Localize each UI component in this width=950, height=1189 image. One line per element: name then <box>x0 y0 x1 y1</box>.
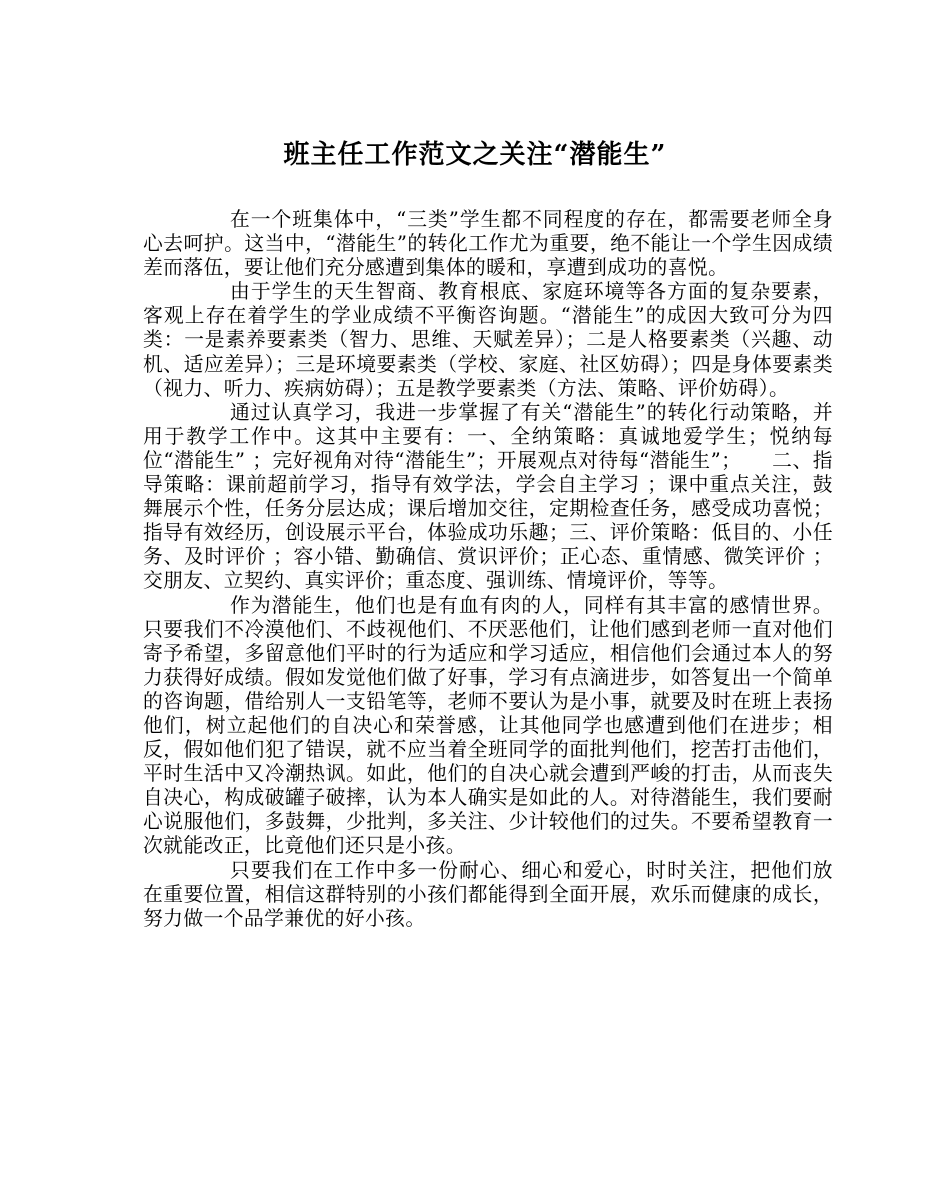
paragraph-1: 在一个班集体中，“三类”学生都不同程度的存在，都需要老师全身心去呵护。这当中，“潜能生”的转化工作尤为重要，绝不能让一个学生因成绩差而落伍，要让他们充分感遭到集体的暖和，享遭到成功的喜悦。 <box>143 208 833 280</box>
paragraph-2: 由于学生的天生智商、教育根底、家庭环境等各方面的复杂要素，客观上存在着学生的学业成绩不平衡咨询题。“潜能生”的成因大致可分为四类：一是素养要素类（智力、思维、天赋差异）；二是人格要素类（兴趣、动机、适应差异）；三是环境要素类（学校、家庭、社区妨碍）；四是身体要素类（视力、听力、疾病妨碍）；五是教学要素类（方法、策略、评价妨碍）。 <box>143 280 833 400</box>
paragraph-5: 只要我们在工作中多一份耐心、细心和爱心，时时关注，把他们放在重要位置，相信这群特别的小孩们都能得到全面开展，欢乐而健康的成长，努力做一个品学兼优的好小孩。 <box>143 858 833 930</box>
paragraph-3: 通过认真学习，我进一步掌握了有关“潜能生”的转化行动策略，并用于教学工作中。这其中主要有：一、全纳策略：真诚地爱学生；悦纳每位“潜能生” ；完好视角对待“潜能生”；开展观点对待每“潜能生”； 二、指导策略：课前超前学习，指导有效学法，学会自主学习 ；课中重点关注，鼓舞展示个性，任务分层达成；课后增加交往，定期检查任务，感受成功喜悦；指导有效经历，创设展示平台，体验成功乐趣；三、评价策略：低目的、小任务、及时评价 ；容小错、勤确信、赏识评价；正心态、重情感、微笑评价 ；交朋友、立契约、真实评价；重态度、强训练、情境评价，等等。 <box>143 400 833 593</box>
document-title: 班主任工作范文之关注“潜能生” <box>283 140 667 170</box>
paragraph-4: 作为潜能生，他们也是有血有肉的人，同样有其丰富的感情世界。只要我们不冷漠他们、不歧视他们、不厌恶他们，让他们感到老师一直对他们寄予希望，多留意他们平时的行为适应和学习适应，相信他们会通过本人的努力获得好成绩。假如发觉他们做了好事，学习有点滴进步，如答复出一个简单的咨询题，借给别人一支铅笔等，老师不要认为是小事，就要及时在班上表扬他们，树立起他们的自决心和荣誉感，让其他同学也感遭到他们在进步；相反，假如他们犯了错误，就不应当着全班同学的面批判他们，挖苦打击他们，平时生活中又冷潮热讽。如此，他们的自决心就会遭到严峻的打击，从而丧失自决心，构成破罐子破摔，认为本人确实是如此的人。对待潜能生，我们要耐心说服他们，多鼓舞，少批判，多关注、少计较他们的过失。不要希望教育一次就能改正，比竟他们还只是小孩。 <box>143 593 833 858</box>
document-body <box>143 208 833 931</box>
